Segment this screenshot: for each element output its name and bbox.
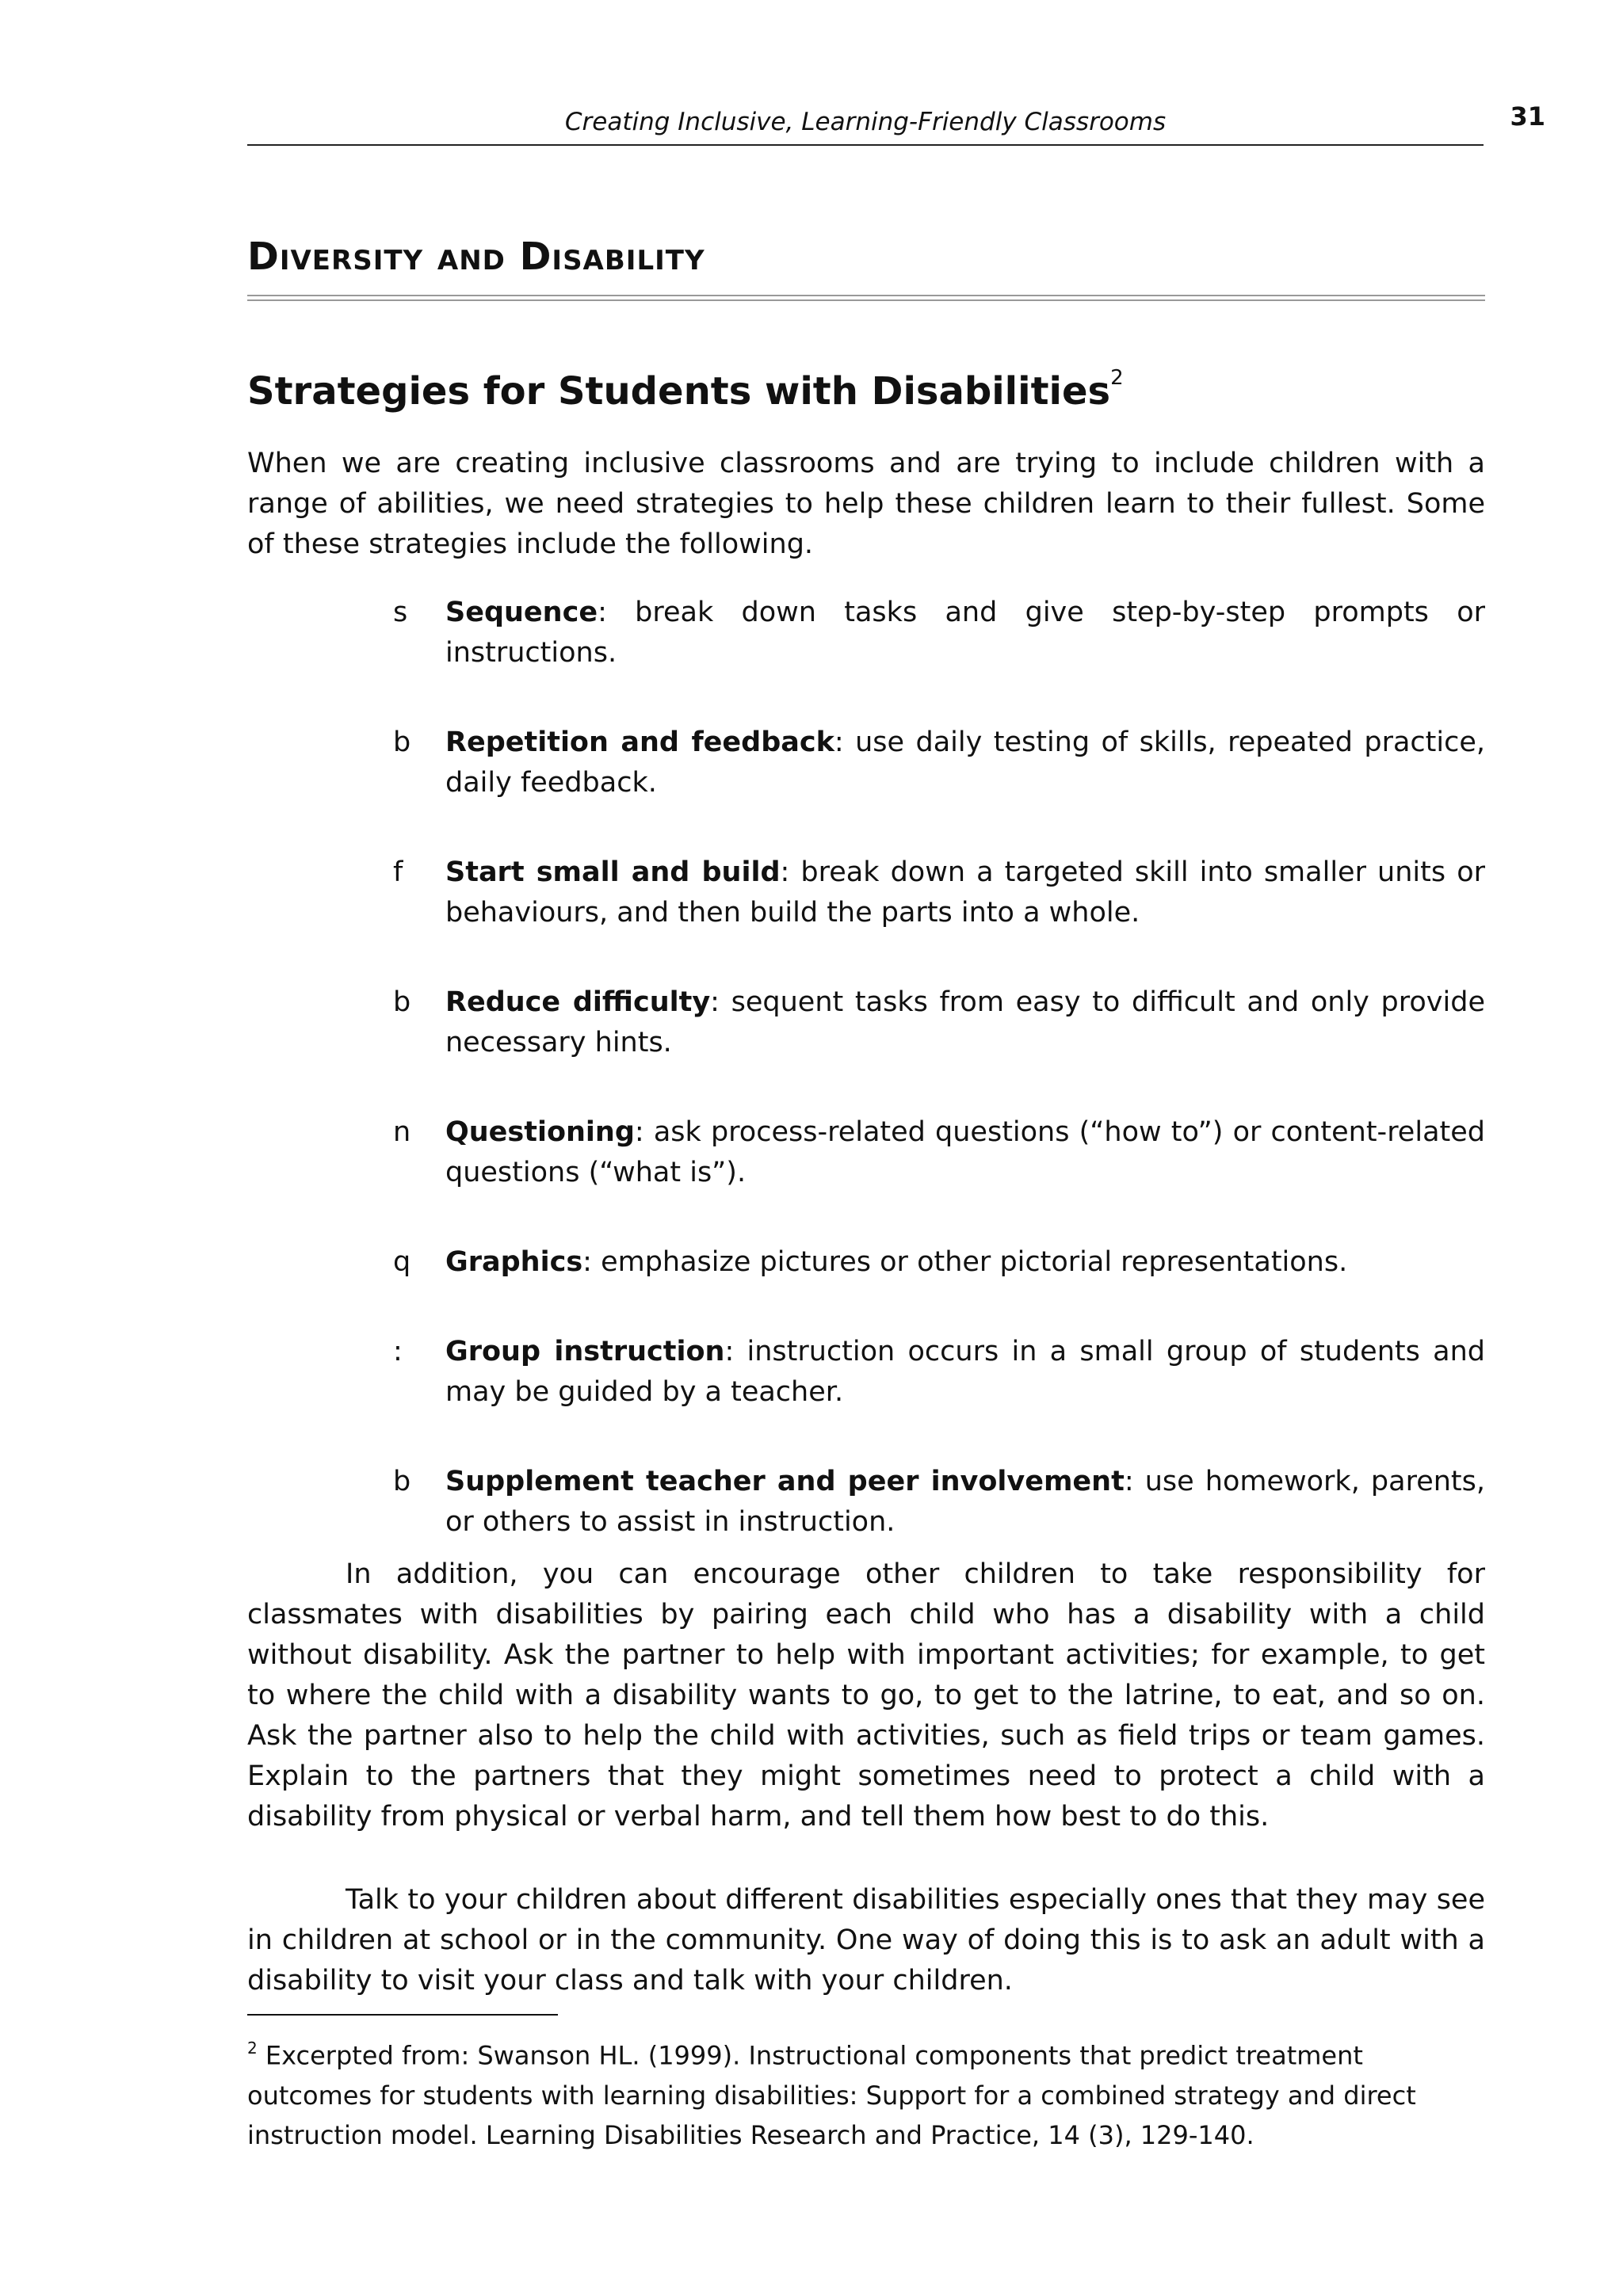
section-title: Diversity and Disability <box>247 235 705 279</box>
strategy-item-group-instruction <box>393 1332 1485 1413</box>
strategy-term: Start small and build <box>445 856 781 888</box>
strategy-item-graphics <box>393 1242 1485 1283</box>
footnote-rule <box>247 2014 558 2016</box>
strategy-item-supplement <box>393 1462 1485 1543</box>
running-header: Creating Inclusive, Learning-Friendly Classrooms <box>564 108 1167 136</box>
bullet-marker: q <box>393 1246 411 1278</box>
bullet-marker: f <box>393 856 403 888</box>
strategy-description: : ask process-related questions (“how to”) or content-related questions (“what is”). <box>445 1116 1485 1188</box>
strategy-list <box>393 593 1485 1592</box>
bullet-marker: n <box>393 1116 411 1148</box>
strategy-description: : use daily testing of skills, repeated practice, daily feedback. <box>445 727 1485 799</box>
bullet-marker: b <box>393 986 411 1018</box>
bullet-marker: b <box>393 727 411 758</box>
header-rule <box>247 144 1484 146</box>
bullet-marker: : <box>393 1336 403 1367</box>
bullet-marker: b <box>393 1466 411 1497</box>
strategy-description: : emphasize pictures or other pictorial representations. <box>582 1246 1348 1278</box>
strategy-term: Supplement teacher and peer involvement <box>445 1466 1125 1497</box>
strategy-description: : use homework, parents, or others to assist in instruction. <box>445 1466 1486 1538</box>
strategy-term: Sequence <box>445 597 598 628</box>
page-number: 31 <box>1510 101 1545 132</box>
footnote-number: 2 <box>247 2039 258 2058</box>
body-paragraph-pairing: In addition, you can encourage other children to take responsibility for classmates with disabilities by pairing each child who has a disability with a child without disability. Ask the partner to help with important activities; for example, to get to where the child with a disability wants to go, to get to the latrine, to eat, and so on. Ask the partner also to help the child with activities, such as field trips or team games. Explain to the partners that they might sometimes need to protect a child with a disability from physical or verbal harm, and tell them how best to do this. <box>247 1558 1485 1833</box>
section-rule-top <box>247 295 1485 296</box>
strategy-item-sequence <box>393 593 1485 673</box>
footnote-reference: 2 <box>1110 366 1124 390</box>
strategy-description: : instruction occurs in a small group of students and may be guided by a teacher. <box>445 1336 1485 1408</box>
strategy-item-reduce-difficulty <box>393 982 1485 1063</box>
footnote <box>247 2030 1485 2155</box>
strategy-item-questioning <box>393 1112 1485 1193</box>
strategy-description: : break down tasks and give step-by-step prompts or instructions. <box>445 597 1485 669</box>
strategy-term: Reduce difficulty <box>445 986 711 1018</box>
section-rule-bottom <box>247 299 1485 301</box>
strategy-description: : break down a targeted skill into smaller units or behaviours, and then build the parts into a whole. <box>445 856 1485 929</box>
strategy-term: Questioning <box>445 1116 635 1148</box>
strategy-item-repetition <box>393 723 1485 803</box>
bullet-marker: s <box>393 597 408 628</box>
strategy-term: Group instruction <box>445 1336 725 1367</box>
strategy-description: : sequent tasks from easy to difficult and only provide necessary hints. <box>445 986 1485 1058</box>
strategy-term: Repetition and feedback <box>445 727 834 758</box>
subheading-text: Strategies for Students with Disabilities <box>247 369 1111 414</box>
strategy-item-start-small <box>393 852 1485 933</box>
footnote-text: Excerpted from: Swanson HL. (1999). Instructional components that predict treatment outcomes for students with learning disabilities: Support for a combined strategy and direct instruction model. Learning Disabilities Research and Practice, 14 (3), 129-140. <box>247 2040 1416 2150</box>
intro-paragraph: When we are creating inclusive classrooms and are trying to include children with a range of abilities, we need strategies to help these children learn to their fullest. Some of these strategies include the following. <box>247 448 1485 560</box>
strategy-term: Graphics <box>445 1246 583 1278</box>
subheading <box>247 366 1124 414</box>
body-paragraph-talk: Talk to your children about different disabilities especially ones that they may see in children at school or in the community. One way of doing this is to ask an adult with a disability to visit your class and talk with your children. <box>247 1884 1485 1997</box>
